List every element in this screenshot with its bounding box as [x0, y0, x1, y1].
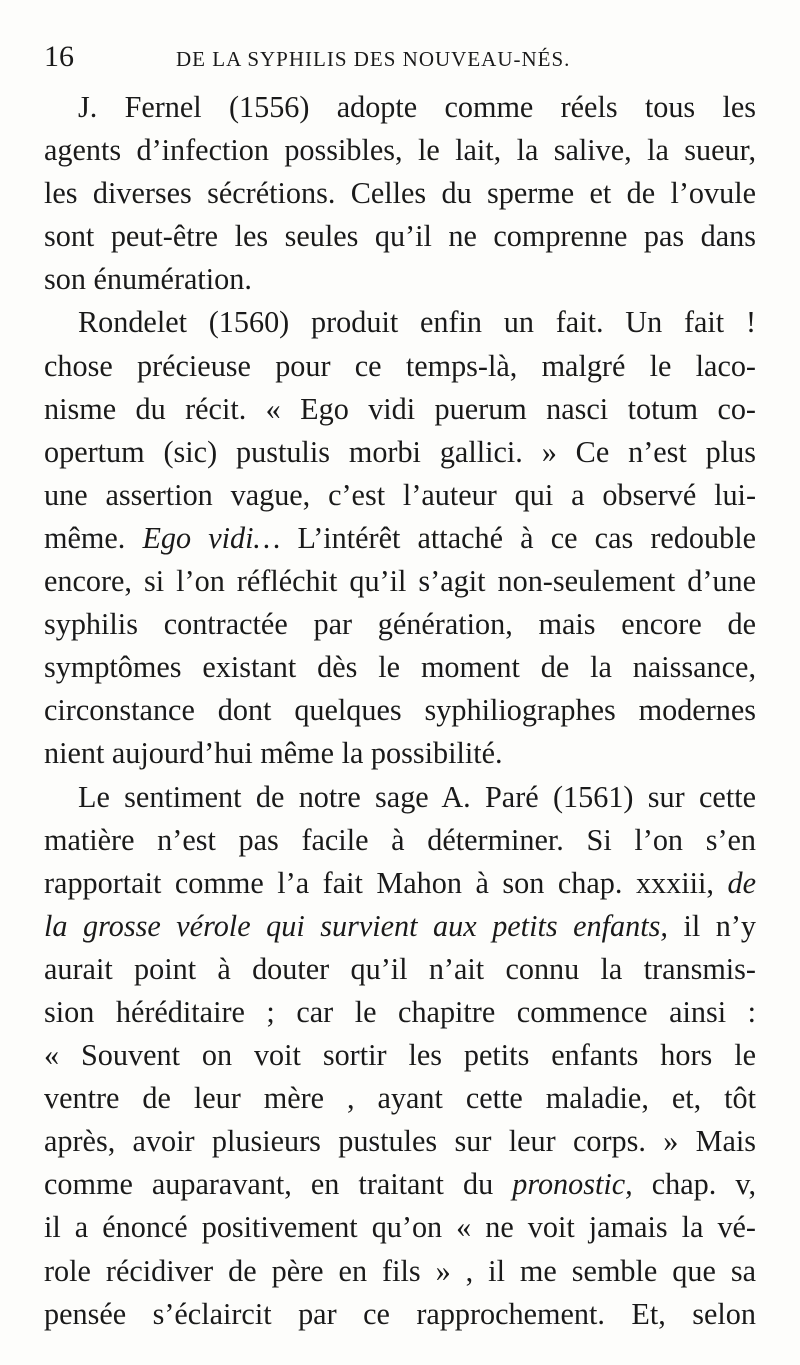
- text-line: nisme du récit. « Ego vidi puerum nasci totum co-: [44, 391, 756, 426]
- text-line: nient aujourd’hui même la possibilité.: [44, 736, 503, 771]
- text-segment: chap. v,: [632, 1167, 757, 1202]
- text-line: opertum (sic) pustulis morbi gallici. » Ce n’est plus: [44, 434, 756, 469]
- body-text: [44, 86, 756, 1336]
- italic-text: pronostic,: [512, 1167, 633, 1202]
- text-line: [44, 517, 756, 560]
- text-line: [44, 1163, 756, 1206]
- text-line: aurait point à douter qu’il n’ait connu la transmis-: [44, 951, 756, 986]
- running-title: DE LA SYPHILIS DES NOUVEAU-NÉS.: [176, 47, 571, 71]
- text-line: agents d’infection possibles, le lait, la salive, la sueur,: [44, 133, 756, 168]
- text-line: son énumération.: [44, 262, 252, 297]
- text-line: ventre de leur mère , ayant cette maladie, et, tôt: [44, 1081, 756, 1116]
- text-line: syphilis contractée par génération, mais encore de: [44, 607, 756, 642]
- text-line: Le sentiment de notre sage A. Paré (1561) sur cette: [78, 779, 756, 814]
- text-line: matière n’est pas facile à déterminer. Si l’on s’en: [44, 822, 756, 857]
- text-line: Rondelet (1560) produit enfin un fait. Un fait !: [78, 305, 756, 340]
- text-line: [44, 862, 756, 905]
- text-line: sion héréditaire ; car le chapitre commence ainsi :: [44, 994, 756, 1029]
- text-line: encore, si l’on réfléchit qu’il s’agit non-seulement d’une: [44, 564, 756, 599]
- text-line: les diverses sécrétions. Celles du sperme et de l’ovule: [44, 176, 756, 211]
- text-line: J. Fernel (1556) adopte comme réels tous les: [78, 90, 756, 124]
- text-segment: L’intérêt attaché à ce cas redouble: [280, 520, 756, 555]
- page-number: 16: [44, 40, 74, 73]
- text-line: sont peut-être les seules qu’il ne comprenne pas dans: [44, 219, 756, 254]
- italic-text: de: [727, 865, 756, 900]
- italic-text: Ego vidi…: [142, 520, 281, 555]
- text-segment: même.: [44, 520, 143, 555]
- page-header: [44, 40, 760, 74]
- text-line: après, avoir plusieurs pustules sur leur corps. » Mais: [44, 1124, 756, 1159]
- text-segment: rapportait comme l’a fait Mahon à son chap. xxxiii,: [44, 865, 728, 900]
- text-line: chose précieuse pour ce temps-là, malgré le laco-: [44, 348, 756, 383]
- text-line: une assertion vague, c’est l’auteur qui a observé lui-: [44, 477, 756, 512]
- italic-text: la grosse vérole qui survient aux petits enfants,: [44, 908, 668, 943]
- text-line: symptômes existant dès le moment de la naissance,: [44, 650, 756, 685]
- text-line: « Souvent on voit sortir les petits enfants hors le: [44, 1038, 756, 1073]
- text-line: [44, 905, 756, 948]
- text-segment: il n’y: [667, 908, 756, 943]
- text-line: pensée s’éclaircit par ce rapprochement. Et, selon: [44, 1296, 756, 1331]
- text-line: circonstance dont quelques syphiliographes modernes: [44, 693, 756, 728]
- text-line: il a énoncé positivement qu’on « ne voit jamais la vé-: [44, 1210, 756, 1245]
- text-segment: comme auparavant, en traitant du: [44, 1167, 513, 1202]
- text-line: role récidiver de père en fils » , il me semble que sa: [44, 1253, 756, 1288]
